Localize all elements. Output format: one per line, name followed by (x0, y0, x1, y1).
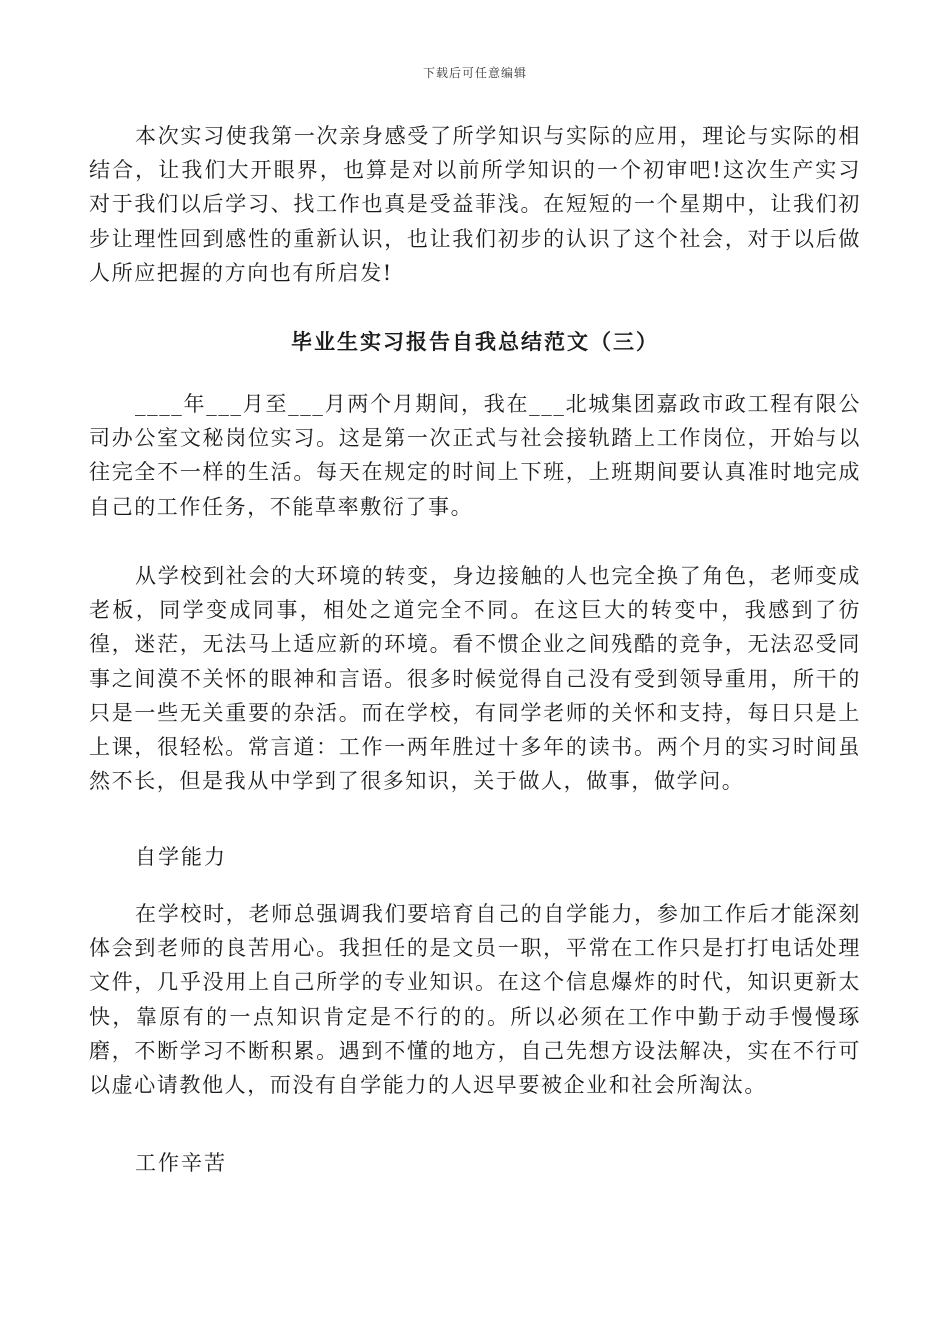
subheading-self-learning: 自学能力 (135, 845, 227, 869)
subheading-hard-work: 工作辛苦 (135, 1151, 227, 1175)
paragraph-self-learning: 在学校时，老师总强调我们要培育自己的自学能力，参加工作后才能深刻体会到老师的良苦用心。我担任的是文员一职，平常在工作只是打打电话处理文件，几乎没用上自己所学的专业知识。在这个信息爆炸的时代，知识更新太快，靠原有的一点知识肯定是不行的的。所以必须在工作中勤于动手慢慢琢磨，不断学习不断积累。遇到不懂的地方，自己先想方设法解决，实在不行可以虚心请教他人，而没有自学能力的人迟早要被企业和社会所淘汰。 (89, 902, 861, 1098)
page-header: 下载后可任意编辑 (422, 66, 527, 80)
paragraph-environment-change: 从学校到社会的大环境的转变，身边接触的人也完全换了角色，老师变成老板，同学变成同事，相处之道完全不同。在这巨大的转变中，我感到了彷徨，迷茫，无法马上适应新的环境。看不惯企业之间残酷的竞争，无法忍受同事之间漠不关怀的眼神和言语。很多时候觉得自己没有受到领导重用，所干的只是一些无关重要的杂活。而在学校，有同学老师的关怀和支持，每日只是上上课，很轻松。常言道：工作一两年胜过十多年的读书。两个月的实习时间虽然不长，但是我从中学到了很多知识，关于做人，做事，做学问。 (89, 564, 861, 794)
section-heading: 毕业生实习报告自我总结范文（三） (291, 329, 659, 354)
paragraph-intro: 本次实习使我第一次亲身感受了所学知识与实际的应用，理论与实际的相结合，让我们大开眼界，也算是对以前所学知识的一个初审吧!这次生产实习对于我们以后学习、找工作也真是受益菲浅。在短短的一个星期中，让我们初步让理性回到感性的重新认识，也让我们初步的认识了这个社会，对于以后做人所应把握的方向也有所启发! (89, 124, 861, 285)
paragraph-internship-period: ____年___月至___月两个月期间，我在___北城集团嘉政市政工程有限公司办公室文秘岗位实习。这是第一次正式与社会接轨踏上工作岗位，开始与以往完全不一样的生活。每天在规定的时间上下班，上班期间要认真准时地完成自己的工作任务，不能草率敷衍了事。 (89, 392, 861, 519)
